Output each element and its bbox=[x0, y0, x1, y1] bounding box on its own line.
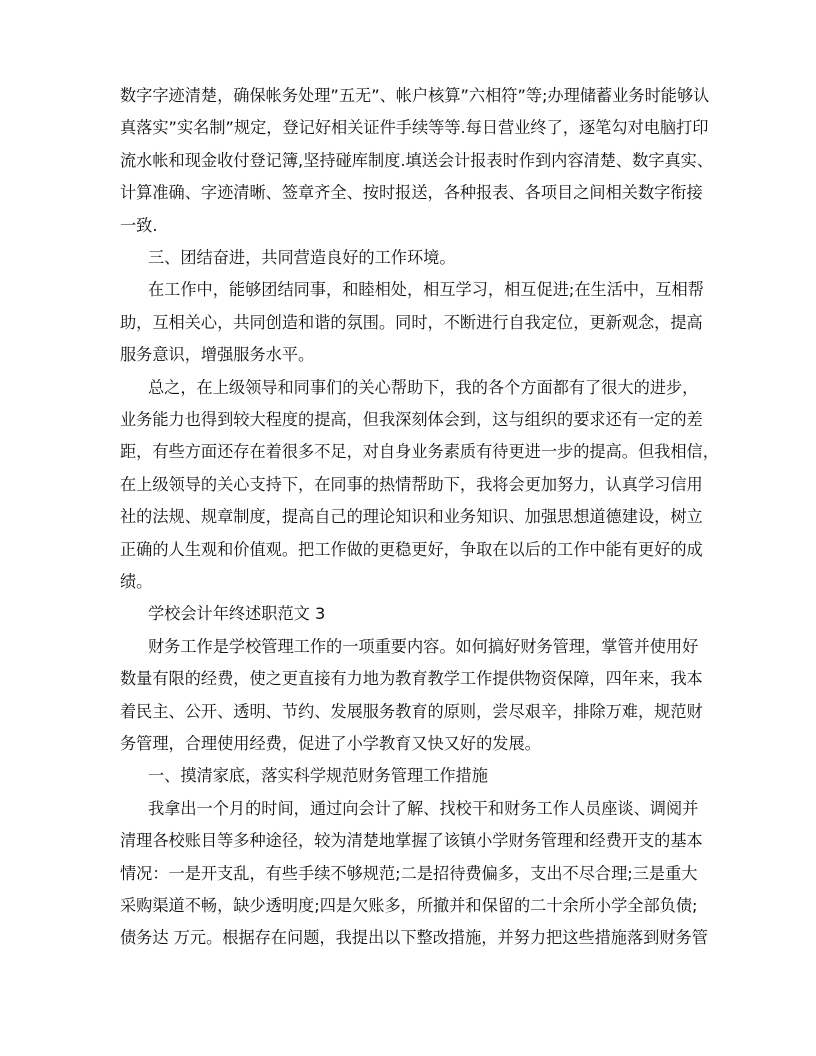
document-page bbox=[120, 86, 719, 986]
body-text-line: 着民主、公开、透明、节约、发展服务教育的原则，尝尽艰辛，排除万难，规范财 bbox=[120, 701, 703, 721]
body-text-line: 服务意识，增强服务水平。 bbox=[120, 345, 315, 365]
section-heading: 一、摸清家底，落实科学规范财务管理工作措施 bbox=[148, 766, 488, 786]
body-text-line: 数字字迹清楚，确保帐务处理”五无”、帐户核算”六相符”等;办理储蓄业务时能够认 bbox=[120, 86, 710, 105]
paragraph-start-line: 总之，在上级领导和同事们的关心帮助下，我的各个方面都有了很大的进步， bbox=[148, 377, 699, 397]
body-text-line: 债务达 万元。根据存在问题，我提出以下整改措施，并努力把这些措施落到财务管 bbox=[120, 928, 708, 948]
body-text-line: 清理各校账目等多种途径，较为清楚地掌握了该镇小学财务管理和经费开支的基本 bbox=[120, 831, 703, 851]
body-text-line: 业务能力也得到较大程度的提高，但我深刻体会到，这与组织的要求还有一定的差 bbox=[120, 410, 703, 429]
body-text-line: 在上级领导的关心支持下，在同事的热情帮助下，我将会更加努力，认真学习信用 bbox=[120, 474, 703, 494]
body-text-line: 务管理，合理使用经费，促进了小学教育又快又好的发展。 bbox=[120, 734, 541, 753]
section-heading: 三、团结奋进，共同营造良好的工作环境。 bbox=[148, 248, 456, 267]
article-title: 学校会计年终述职范文 3 bbox=[148, 604, 326, 624]
body-text-line: 绩。 bbox=[120, 572, 153, 591]
body-text-line: 助，互相关心，共同创造和谐的氛围。同时，不断进行自我定位，更新观念，提高 bbox=[120, 312, 703, 332]
body-text-line: 正确的人生观和价值观。把工作做的更稳更好，争取在以后的工作中能有更好的成 bbox=[120, 539, 703, 559]
paragraph-start-line: 在工作中，能够团结同事，和睦相处，相互学习，相互促进;在生活中，互相帮 bbox=[148, 280, 704, 300]
body-text-line: 距，有些方面还存在着很多不足，对自身业务素质有待更进一步的提高。但我相信， bbox=[120, 442, 719, 462]
body-text-line: 流水帐和现金收付登记簿,坚持碰库制度.填送会计报表时作到内容清楚、数字真实、 bbox=[120, 150, 714, 170]
body-text-line: 数量有限的经费，使之更直接有力地为教育教学工作提供物资保障，四年来，我本 bbox=[120, 669, 703, 689]
body-text-line: 计算准确、字迹清晰、签章齐全、按时报送，各种报表、各项目之间相关数字衔接 bbox=[120, 183, 703, 203]
paragraph-start-line: 财务工作是学校管理工作的一项重要内容。如何搞好财务管理，掌管并使用好 bbox=[148, 636, 699, 656]
body-text-line: 情况：一是开支乱，有些手续不够规范;二是招待费偏多，支出不尽合理;三是重大 bbox=[120, 863, 698, 883]
body-text-line: 一致. bbox=[120, 215, 158, 235]
body-text-line: 采购渠道不畅，缺少透明度;四是欠账多，所撤并和保留的二十余所小学全部负债; bbox=[120, 896, 698, 915]
body-text-line: 社的法规、规章制度，提高自己的理论知识和业务知识、加强思想道德建设，树立 bbox=[120, 507, 703, 527]
body-text-line: 真落实”实名制”规定，登记好相关证件手续等等.每日营业终了，逐笔勾对电脑打印 bbox=[120, 118, 709, 138]
paragraph-start-line: 我拿出一个月的时间，通过向会计了解、找校干和财务工作人员座谈、调阅并 bbox=[148, 798, 699, 818]
